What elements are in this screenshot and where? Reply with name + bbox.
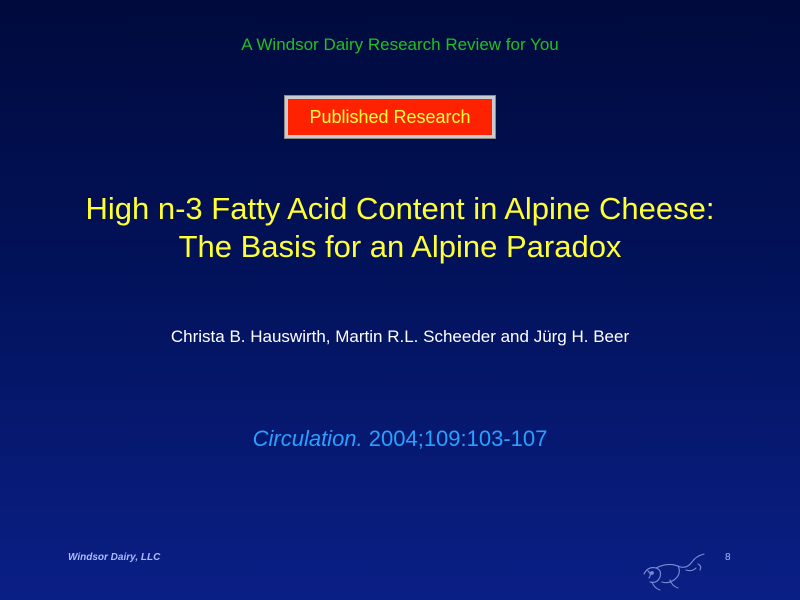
slide-tagline: A Windsor Dairy Research Review for You bbox=[241, 35, 559, 54]
published-research-badge bbox=[284, 95, 496, 139]
page-number: 8 bbox=[725, 552, 731, 563]
badge-label: Published Research bbox=[288, 99, 492, 135]
authors-line: Christa B. Hauswirth, Martin R.L. Scheeder and Jürg H. Beer bbox=[170, 327, 630, 346]
title-line-1: High n-3 Fatty Acid Content in Alpine Cheese: bbox=[85, 191, 715, 226]
slide-title bbox=[0, 190, 800, 266]
citation-journal: Circulation. bbox=[252, 426, 363, 451]
citation-details: 2004;109:103-107 bbox=[362, 426, 548, 451]
cow-sketch-logo-icon bbox=[634, 544, 714, 594]
footer-company: Windsor Dairy, LLC bbox=[68, 552, 161, 563]
title-line-2: The Basis for an Alpine Paradox bbox=[178, 229, 622, 264]
citation bbox=[0, 426, 800, 452]
